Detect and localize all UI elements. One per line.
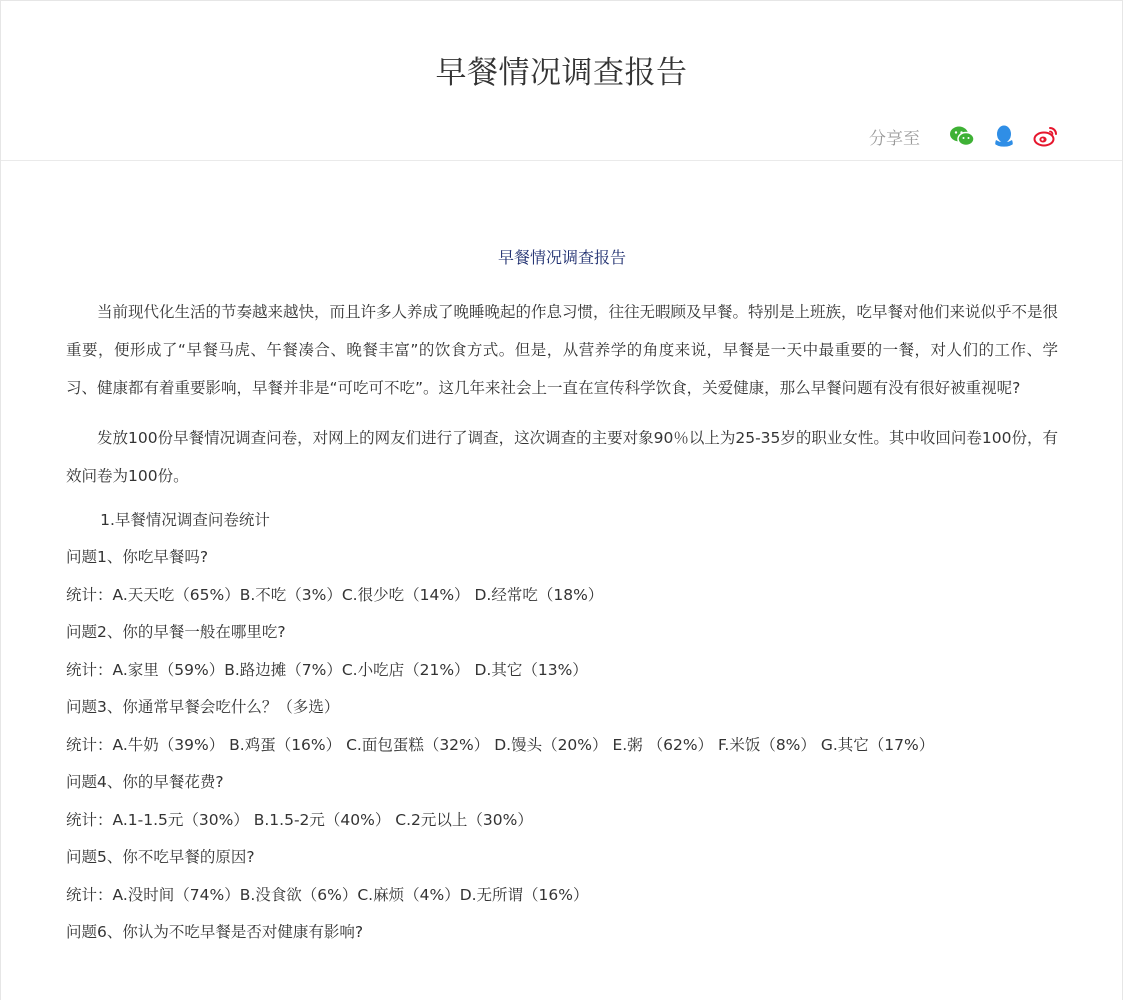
question-2: 问题2、你的早餐一般在哪里吃? <box>66 623 286 641</box>
article-title: 早餐情况调查报告 <box>497 248 626 267</box>
stat-5: 统计：A.没时间（74%）B.没食欲（6%）C.麻烦（4%）D.无所谓（16%） <box>66 885 589 904</box>
share-label: 分享至 <box>869 128 920 149</box>
stat-2: 统计：A.家里（59%）B.路边摊（7%）C.小吃店（21%） D.其它（13%） <box>66 660 588 679</box>
paragraph-survey: 发放100份早餐情况调查问卷，对网上的网友们进行了调查，这次调查的主要对象90％以上为25-35岁的职业女性。其中收回问卷100份，有效问卷为100份。 <box>66 429 1058 485</box>
question-3: 问题3、你通常早餐会吃什么？（多选） <box>66 698 340 716</box>
header <box>1 1 1122 161</box>
question-1: 问题1、你吃早餐吗? <box>66 548 209 566</box>
wechat-icon[interactable] <box>948 122 976 150</box>
page-title: 早餐情况调查报告 <box>435 55 688 91</box>
article-content <box>1 247 1122 943</box>
weibo-icon[interactable] <box>1032 122 1060 150</box>
question-4: 问题4、你的早餐花费? <box>66 773 224 791</box>
question-6: 问题6、你认为不吃早餐是否对健康有影响? <box>66 923 364 941</box>
share-bar <box>869 121 1060 151</box>
stat-4: 统计：A.1-1.5元（30%） B.1.5-2元（40%） C.2元以上（30%） <box>66 810 533 829</box>
stat-3: 统计：A.牛奶（39%） B.鸡蛋（16%） C.面包蛋糕（32%） D.馒头（20%） E.粥 （62%） F.米饭（8%） G.其它（17%） <box>66 735 935 754</box>
qq-icon[interactable] <box>990 122 1018 150</box>
paragraph-intro: 当前现代化生活的节奏越来越快，而且许多人养成了晚睡晚起的作息习惯，往往无暇顾及早餐。特别是上班族，吃早餐对他们来说似乎不是很重要，便形成了“早餐马虎、午餐凑合、晚餐丰富”的饮食方式。但是，从营养学的角度来说，早餐是一天中最重要的一餐，对人们的工作、学习、健康都有着重要影响，早餐并非是“可吃可不吃”。这几年来社会上一直在宣传科学饮食，关爱健康，那么早餐问题有没有很好被重视呢? <box>66 303 1059 397</box>
question-5: 问题5、你不吃早餐的原因? <box>66 848 255 866</box>
stat-1: 统计：A.天天吃（65%）B.不吃（3%）C.很少吃（14%） D.经常吃（18%） <box>66 585 604 604</box>
section-heading: 1.早餐情况调查问卷统计 <box>100 511 270 529</box>
